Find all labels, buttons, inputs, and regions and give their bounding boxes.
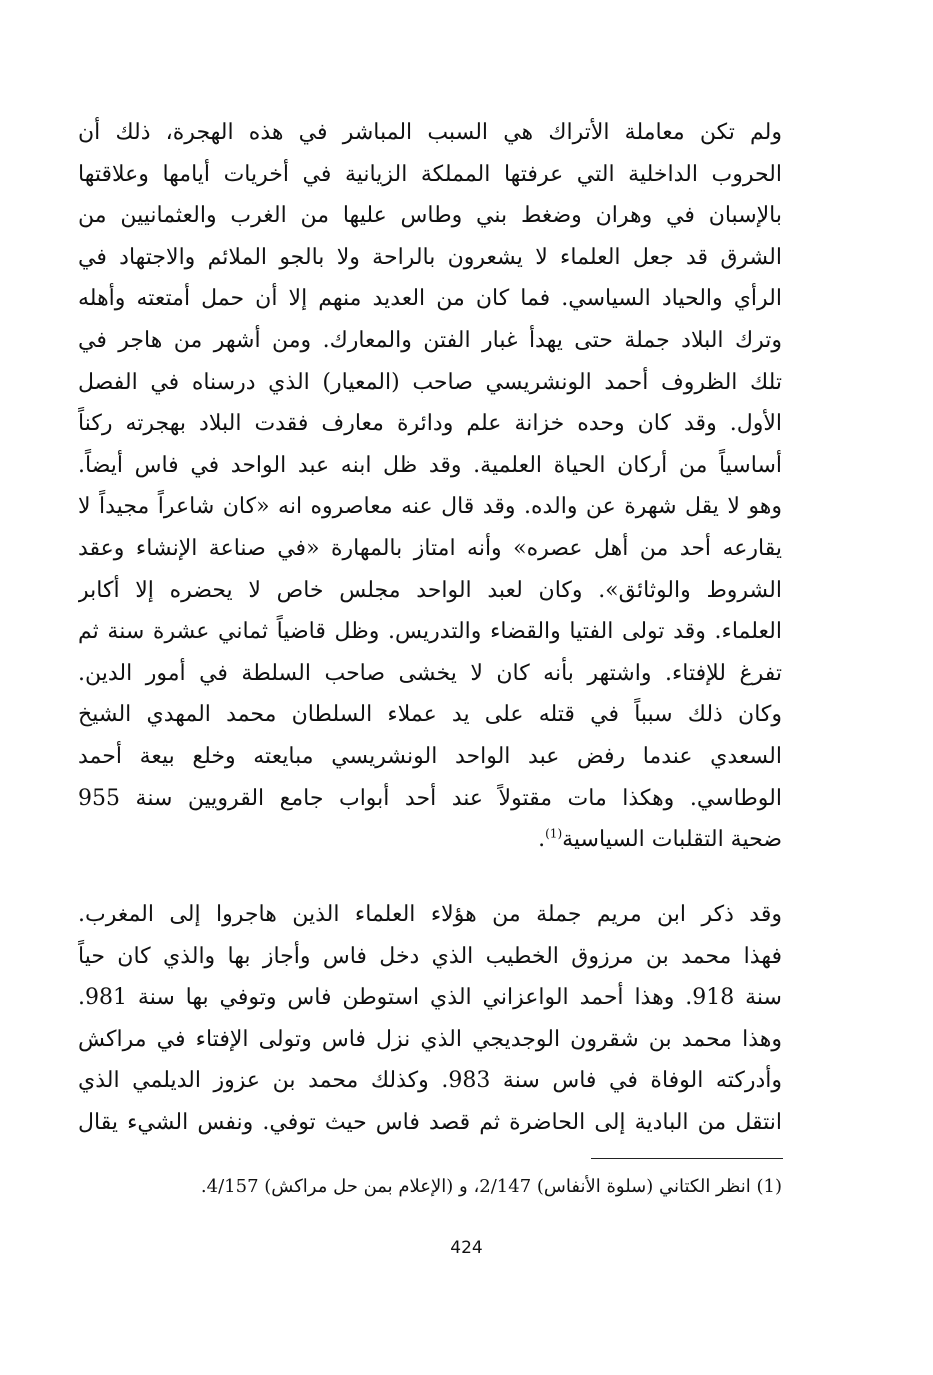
text-line: سنة 918. وهذا أحمد الواعزاني الذي استوطن فاس وتوفي بها سنة 981. [78, 985, 782, 1011]
text-line: يقارعه أحد من أهل عصره» وأنه امتاز بالمهارة «في صناعة الإنشاء وعقد [78, 535, 782, 561]
text-line: وقد ذكر ابن مريم جملة من هؤلاء العلماء الذين هاجروا إلى المغرب. [78, 902, 782, 927]
text-line: ولم تكن معاملة الأتراك هي السبب المباشر في هذه الهجرة، ذلك أن [78, 120, 782, 145]
text-line: تلك الظروف أحمد الونشريسي صاحب (المعيار) الذي درسناه في الفصل [78, 369, 782, 395]
text-line: الحروب الداخلية التي عرفتها المملكة الزيانية في أخريات أيامها وعلاقتها [78, 161, 782, 187]
text-line: وهو لا يقل شهرة عن والده. وقد قال عنه معاصروه انه «كان شاعراً مجيداً لا [78, 494, 782, 520]
footnote-reference[interactable]: (1) [545, 826, 563, 841]
text-line: انتقل من البادية إلى الحاضرة ثم قصد فاس حيث توفي. ونفس الشيء يقال [78, 1109, 782, 1135]
text-line: وكان ذلك سبباً في قتله على يد عملاء السلطان محمد المهدي الشيخ [78, 702, 782, 728]
text-line: الرأي والحياد السياسي. فما كان من العديد منهم إلا أن حمل أمتعته وأهله [78, 286, 782, 312]
text-line: الشرق قد جعل العلماء لا يشعرون بالراحة ولا بالجو الملائم والاجتهاد في [78, 244, 782, 270]
text-line: السعدي عندما رفض عبد الواحد الونشريسي مبايعته وخلع بيعة أحمد [78, 743, 782, 769]
text-line: الأول. وقد كان وحده خزانة علم ودائرة معارف فقدت البلاد بهجرته ركناً [78, 411, 782, 437]
text-line: بالإسبان في وهران وضغط بني وطاس عليها من الغرب والعثمانيين من [78, 203, 782, 229]
text-line: أساسياً من أركان الحياة العلمية. وقد ظل ابنه عبد الواحد في فاس أيضاً. [78, 452, 782, 478]
text-line: وترك البلاد جملة حتى يهدأ غبار الفتن والمعارك. ومن أشهر من هاجر في [78, 327, 782, 353]
paragraph-2 [78, 894, 782, 1144]
text-line: تفرغ للإفتاء. واشتهر بأنه كان لا يخشى صاحب السلطة في أمور الدين. [78, 660, 782, 686]
text-line: الشروط والوثائق». وكان لعبد الواحد مجلس خاص لا يحضره إلا أكابر [78, 577, 782, 603]
text-line: فهذا محمد بن مرزوق الخطيب الذي دخل فاس وأجاز بها والذي كان حياً [78, 943, 782, 969]
text-line: الوطاسي. وهكذا مات مقتولاً عند أحد أبواب جامع القرويين سنة 955 [78, 785, 782, 811]
paragraph-1 [78, 112, 782, 861]
footnote: (1) انظر الكتاني (سلوة الأنفاس) 2/147، و (الإعلام بمن حل مراكش) 4/157. [200, 1176, 782, 1197]
text-line-last [78, 819, 782, 861]
text-line: العلماء. وقد تولى الفتيا والقضاء والتدريس. وظل قاضياً ثماني عشرة سنة ثم [78, 619, 782, 645]
page-number: 424 [450, 1238, 483, 1258]
last-line-text: ضحية التقلبات السياسية [562, 827, 782, 853]
text-line: وهذا محمد بن شقرون الوجديجي الذي نزل فاس وتولى الإفتاء في مراكش [78, 1026, 782, 1052]
text-line: وأدركته الوفاة في فاس سنة 983. وكذلك محمد بن عزوز الديلمي الذي [78, 1068, 782, 1094]
end-punctuation: . [538, 827, 546, 853]
footnote-divider [591, 1158, 783, 1159]
